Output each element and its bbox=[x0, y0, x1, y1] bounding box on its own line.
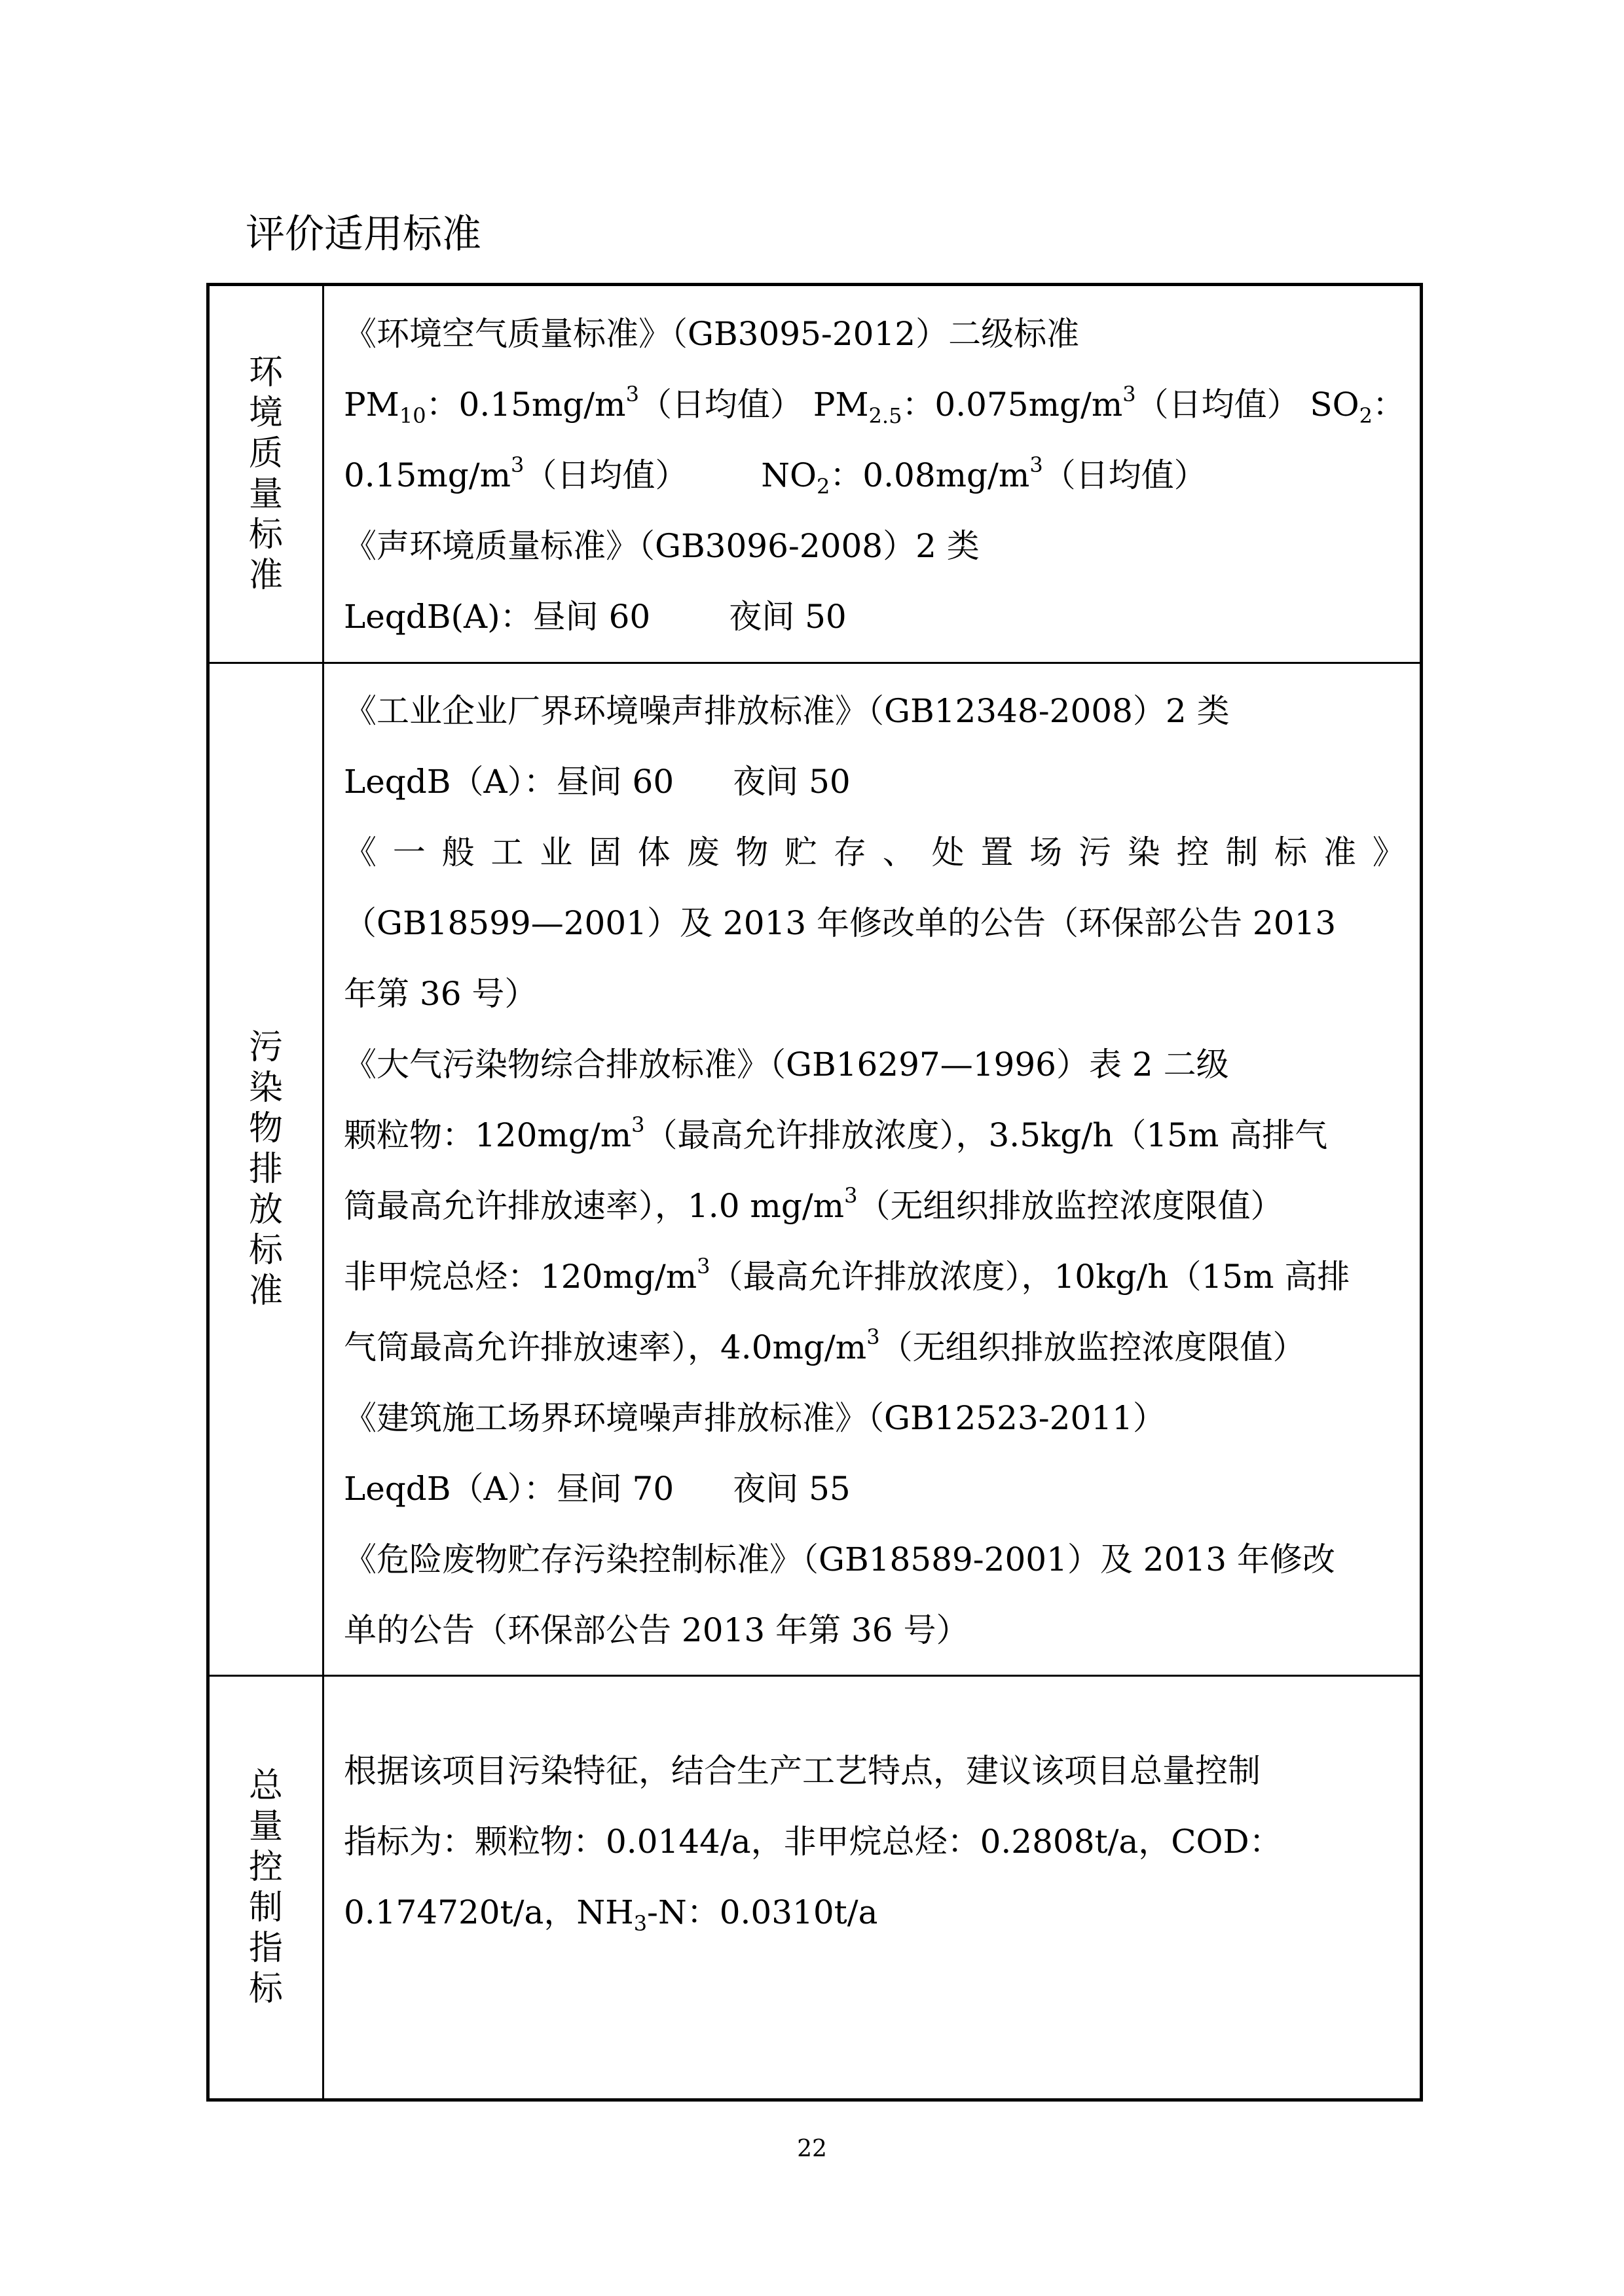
label-char: 标 bbox=[248, 1969, 283, 2009]
spread-char: 染 bbox=[1127, 833, 1160, 871]
text-line: 《工业企业厂界环境噪声排放标准》（GB12348-2008）2 类 bbox=[344, 692, 1230, 730]
text-line: 《环境空气质量标准》（GB3095-2012）二级标准 bbox=[344, 315, 1080, 353]
label-char: 质 bbox=[248, 434, 283, 473]
text-line: 《建筑施工场界环境噪声排放标准》（GB12523-2011） bbox=[344, 1399, 1166, 1437]
pm10-value: $PM_{10}$：$0.15mg/m^3$（日均值） bbox=[344, 382, 803, 428]
text-line: 筒最高允许排放速率），1.0 $mg/m^3$（无组织排放监控浓度限值） bbox=[344, 1183, 1283, 1225]
text-line bbox=[344, 581, 1405, 652]
label-char: 总 bbox=[248, 1766, 283, 1806]
vertical-label bbox=[210, 1027, 322, 1311]
text-line: 《声环境质量标准》（GB3096-2008）2 类 bbox=[344, 527, 980, 565]
label-char: 境 bbox=[248, 393, 283, 433]
text-line: 指标为：颗粒物：0.0144/a，非甲烷总烃：0.2808t/a，COD： bbox=[344, 1823, 1282, 1861]
text-line: 《大气污染物综合排放标准》（GB16297—1996）表 2 二级 bbox=[344, 1046, 1229, 1084]
spread-char: 般 bbox=[441, 833, 475, 871]
noise-night: 夜间 50 bbox=[729, 598, 847, 636]
spread-char: 体 bbox=[637, 833, 671, 871]
label-char: 准 bbox=[248, 556, 283, 595]
label-char: 物 bbox=[248, 1109, 283, 1148]
spread-char: 控 bbox=[1176, 833, 1209, 871]
noise-day: LeqdB(A)：昼间 60 bbox=[344, 598, 651, 636]
spread-char: 制 bbox=[1225, 833, 1259, 871]
text-line: （GB18599—2001）及 2013 年修改单的公告（环保部公告 2013 bbox=[344, 904, 1337, 942]
row-label-total-control bbox=[208, 1676, 323, 2100]
label-char: 准 bbox=[248, 1271, 283, 1311]
label-char: 染 bbox=[248, 1068, 283, 1108]
label-char: 环 bbox=[248, 353, 283, 392]
text-line: 根据该项目污染特征，结合生产工艺特点，建议该项目总量控制 bbox=[344, 1752, 1261, 1790]
row-content-environment-quality bbox=[323, 285, 1422, 663]
label-char: 排 bbox=[248, 1150, 283, 1189]
spread-char: 准 bbox=[1323, 833, 1356, 871]
spread-char: 废 bbox=[686, 833, 720, 871]
spread-char: 固 bbox=[588, 833, 621, 871]
noise-night: 夜间 55 bbox=[733, 1470, 851, 1508]
table-row-environment-quality bbox=[208, 285, 1422, 663]
text-line bbox=[344, 817, 1405, 888]
row-label-environment-quality bbox=[208, 285, 323, 663]
row-content-emission-standards bbox=[323, 663, 1422, 1676]
noise-night: 夜间 50 bbox=[733, 763, 851, 801]
spread-char: 物 bbox=[735, 833, 769, 871]
spread-char: 标 bbox=[1274, 833, 1308, 871]
spread-char: 存 bbox=[833, 833, 866, 871]
spread-char: 业 bbox=[540, 833, 573, 871]
text-line: 0.174720t/a，$NH_3-N$：0.0310t/a bbox=[344, 1893, 878, 1936]
spread-char: 一 bbox=[392, 833, 426, 871]
label-char: 放 bbox=[248, 1190, 283, 1230]
row-label-emission-standards bbox=[208, 663, 323, 1676]
text-line: 气筒最高允许排放速率），$4.0mg/m^3$（无组织排放监控浓度限值） bbox=[344, 1324, 1306, 1366]
text-line bbox=[344, 369, 1405, 440]
spread-char: 场 bbox=[1029, 833, 1063, 871]
so2-label: $SO_2$： bbox=[1310, 386, 1405, 428]
label-char: 制 bbox=[248, 1888, 283, 1927]
text-line: 单的公告（环保部公告 2013 年第 36 号） bbox=[344, 1611, 969, 1649]
spread-char: 污 bbox=[1078, 833, 1111, 871]
table-row-emission-standards bbox=[208, 663, 1422, 1676]
row-content-total-control bbox=[323, 1676, 1422, 2100]
text-line: 年第 36 号） bbox=[344, 975, 538, 1013]
page-number: 22 bbox=[797, 2136, 827, 2162]
label-char: 标 bbox=[248, 515, 283, 555]
spread-char: 》 bbox=[1372, 833, 1405, 871]
spread-char: 、 bbox=[882, 833, 915, 871]
text-line: 非甲烷总烃：$120mg/m^3$（最高允许排放浓度），10kg/h（15m 高排 bbox=[344, 1254, 1350, 1296]
spread-char: 《 bbox=[344, 833, 377, 871]
noise-day: LeqdB（A）：昼间 60 bbox=[344, 763, 674, 801]
label-char: 污 bbox=[248, 1028, 283, 1067]
label-char: 控 bbox=[248, 1848, 283, 1887]
text-line bbox=[344, 746, 1405, 817]
table-row-total-control bbox=[208, 1676, 1422, 2100]
label-char: 标 bbox=[248, 1231, 283, 1270]
label-char: 量 bbox=[248, 1807, 283, 1846]
text-line: 颗粒物：$120mg/m^3$（最高允许排放浓度），3.5kg/h（15m 高排气 bbox=[344, 1112, 1328, 1154]
pm25-value: $PM_{2.5}$：$0.075mg/m^3$（日均值） bbox=[813, 382, 1300, 428]
spread-char: 贮 bbox=[784, 833, 818, 871]
text-line bbox=[344, 1453, 1405, 1524]
noise-day: LeqdB（A）：昼间 70 bbox=[344, 1470, 674, 1508]
label-char: 指 bbox=[248, 1929, 283, 1968]
spread-char: 置 bbox=[980, 833, 1014, 871]
so2-value: $0.15mg/m^3$（日均值） bbox=[344, 452, 688, 494]
text-line bbox=[344, 440, 1405, 511]
no2-value: $NO_2$：$0.08mg/m^3$（日均值） bbox=[761, 452, 1207, 499]
spread-char: 处 bbox=[931, 833, 965, 871]
standards-table bbox=[206, 283, 1423, 2102]
spread-char: 工 bbox=[490, 833, 524, 871]
page-title: 评价适用标准 bbox=[246, 211, 481, 257]
vertical-label bbox=[210, 352, 322, 596]
vertical-label bbox=[210, 1766, 322, 2009]
label-char: 量 bbox=[248, 475, 283, 514]
text-line: 《危险废物贮存污染控制标准》（GB18589-2001）及 2013 年修改 bbox=[344, 1540, 1335, 1578]
